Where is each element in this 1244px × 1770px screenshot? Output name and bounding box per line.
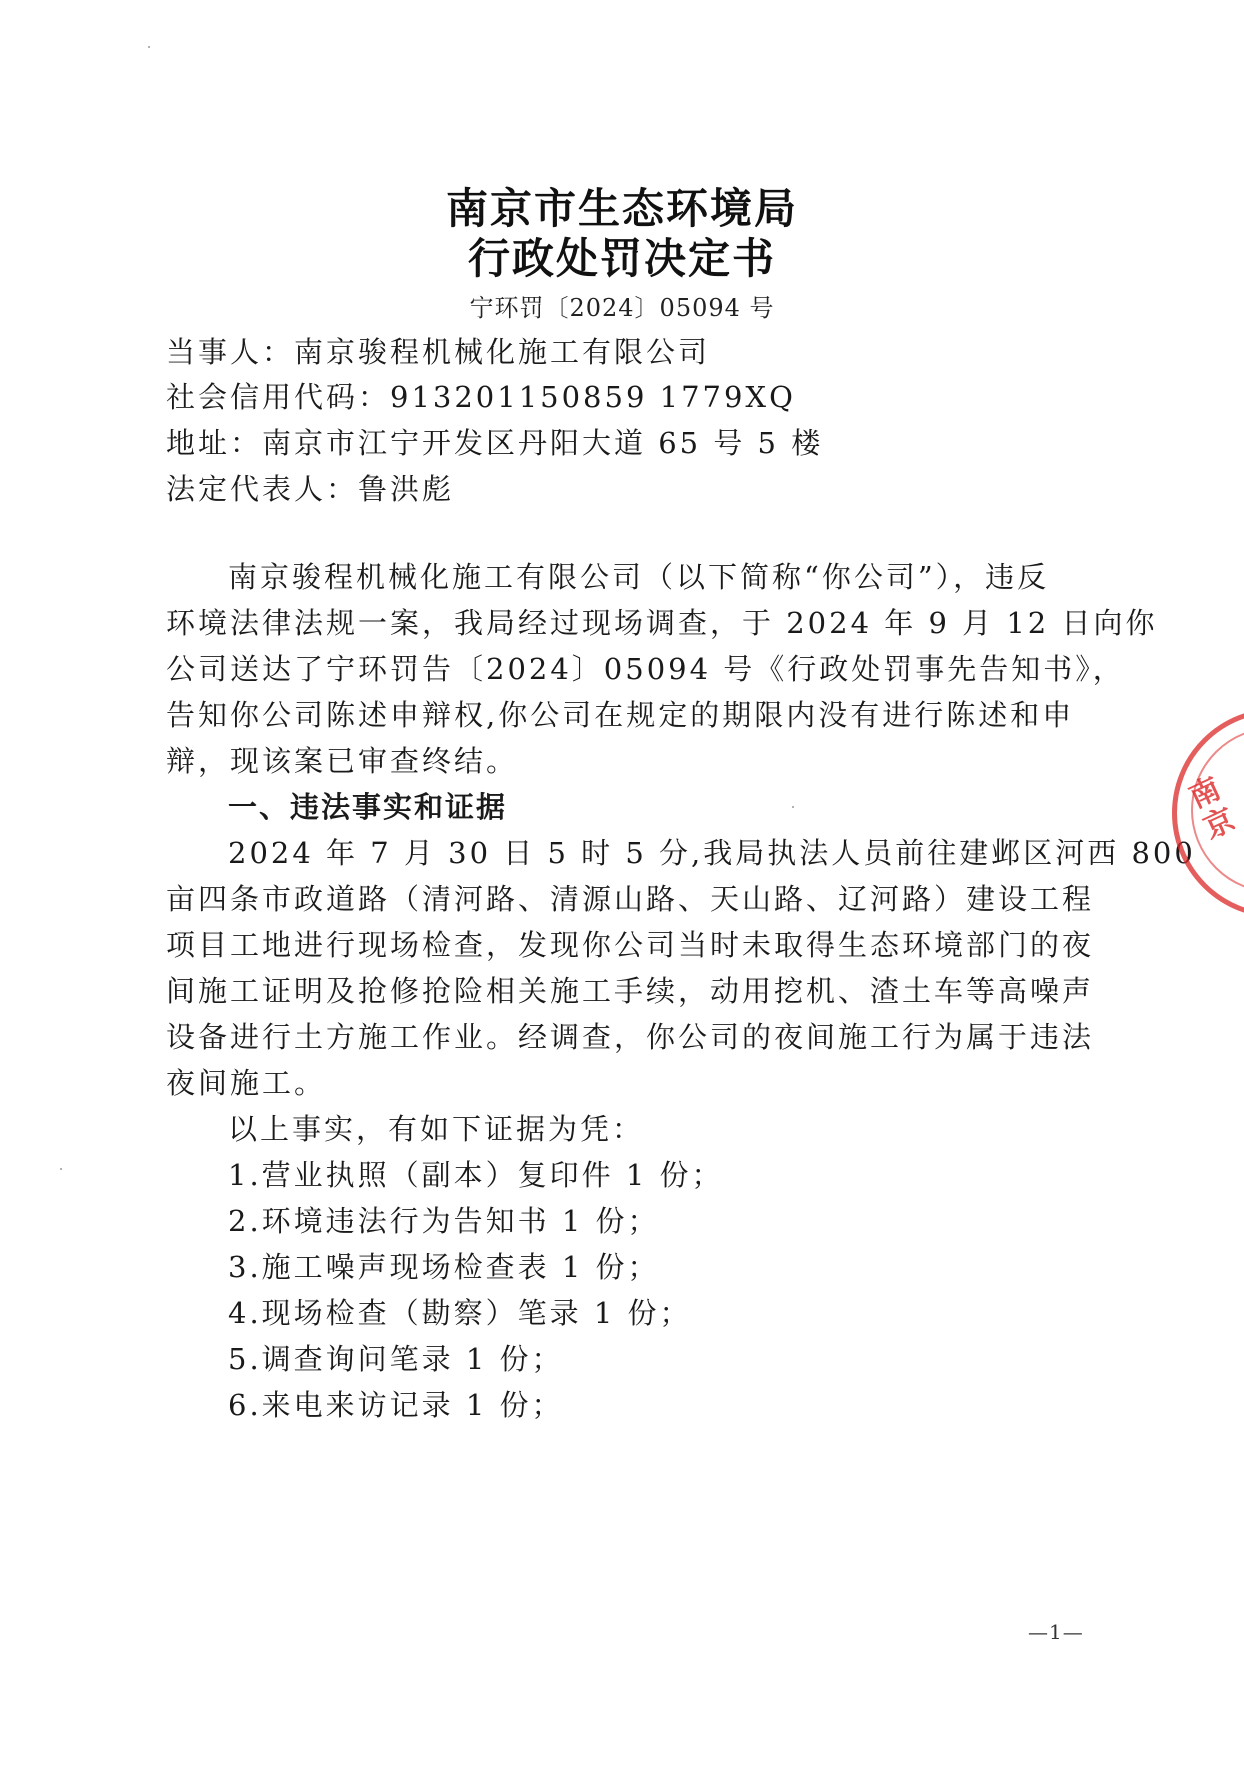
party-name: 当事人：南京骏程机械化施工有限公司 <box>166 335 711 369</box>
evidence-item: 4.现场检查（勘察）笔录 1 份； <box>228 1296 692 1330</box>
party-legal-representative: 法定代表人：鲁洪彪 <box>166 472 455 506</box>
official-seal-icon <box>1172 708 1244 918</box>
evidence-item: 3.施工噪声现场检查表 1 份； <box>228 1250 660 1284</box>
facts-line: 项目工地进行现场检查，发现你公司当时未取得生态环境部门的夜 <box>166 928 1095 962</box>
evidence-item: 1.营业执照（副本）复印件 1 份； <box>228 1158 724 1192</box>
facts-line: 间施工证明及抢修抢险相关施工手续，动用挖机、渣土车等高噪声 <box>166 974 1095 1008</box>
facts-line: 亩四条市政道路（清河路、清源山路、天山路、辽河路）建设工程 <box>166 882 1095 916</box>
facts-line: 2024 年 7 月 30 日 5 时 5 分,我局执法人员前往建邺区河西 800 <box>228 836 1196 870</box>
scan-speck <box>148 46 150 48</box>
evidence-item: 2.环境违法行为告知书 1 份； <box>228 1204 660 1238</box>
facts-line: 夜间施工。 <box>166 1066 327 1100</box>
intro-line: 辩，现该案已审查终结。 <box>166 744 519 778</box>
facts-line: 设备进行土方施工作业。经调查，你公司的夜间施工行为属于违法 <box>166 1020 1095 1054</box>
party-address: 地址：南京市江宁开发区丹阳大道 65 号 5 楼 <box>166 426 824 460</box>
intro-line: 告知你公司陈述申辩权,你公司在规定的期限内没有进行陈述和申 <box>166 698 1075 732</box>
page-number: —1— <box>1028 1620 1084 1644</box>
scan-speck <box>792 806 794 808</box>
evidence-intro: 以上事实，有如下证据为凭： <box>228 1112 645 1146</box>
evidence-item: 6.来电来访记录 1 份； <box>228 1388 564 1422</box>
document-title-type: 行政处罚决定书 <box>467 234 776 283</box>
intro-line: 环境法律法规一案，我局经过现场调查，于 2024 年 9 月 12 日向你 <box>166 606 1158 640</box>
section-heading-facts: 一、违法事实和证据 <box>228 790 508 824</box>
document-title-agency: 南京市生态环境局 <box>445 184 798 233</box>
document-number: 宁环罚〔2024〕05094 号 <box>469 294 775 322</box>
seal-text: 南京 <box>1184 771 1241 847</box>
party-credit-code: 社会信用代码：913201150859 1779XQ <box>166 380 796 414</box>
intro-line: 公司送达了宁环罚告〔2024〕05094 号《行政处罚事先告知书》， <box>166 652 1125 686</box>
intro-line: 南京骏程机械化施工有限公司（以下简称“你公司”），违反 <box>228 560 1050 594</box>
evidence-item: 5.调查询问笔录 1 份； <box>228 1342 564 1376</box>
scan-speck <box>60 1168 62 1170</box>
